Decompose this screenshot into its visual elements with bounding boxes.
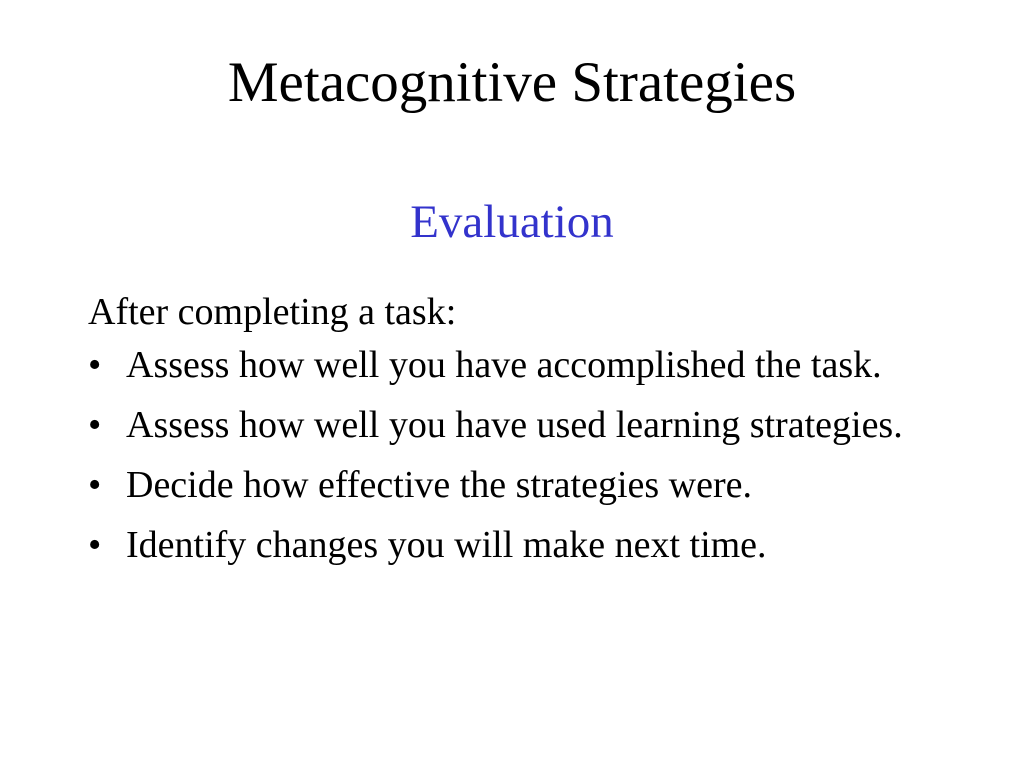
bullet-item [88,520,958,570]
slide-body [88,287,958,580]
intro-text: After completing a task: [88,291,457,333]
slide-title: Metacognitive Strategies [227,51,797,114]
bullet-icon: • [88,344,102,386]
bullet-item [88,400,958,450]
bullet-list [88,340,958,570]
bullet-icon: • [88,404,102,446]
bullet-text: Decide how effective the strategies were. [126,464,752,506]
bullet-item [88,340,958,390]
bullet-text: Assess how well you have accomplished the task. [126,344,882,386]
bullet-icon: • [88,524,102,566]
bullet-item [88,460,958,510]
bullet-text: Assess how well you have used learning strategies. [126,404,903,446]
bullet-icon: • [88,464,102,506]
bullet-text: Identify changes you will make next time. [126,524,767,566]
slide-subtitle: Evaluation [410,196,614,248]
